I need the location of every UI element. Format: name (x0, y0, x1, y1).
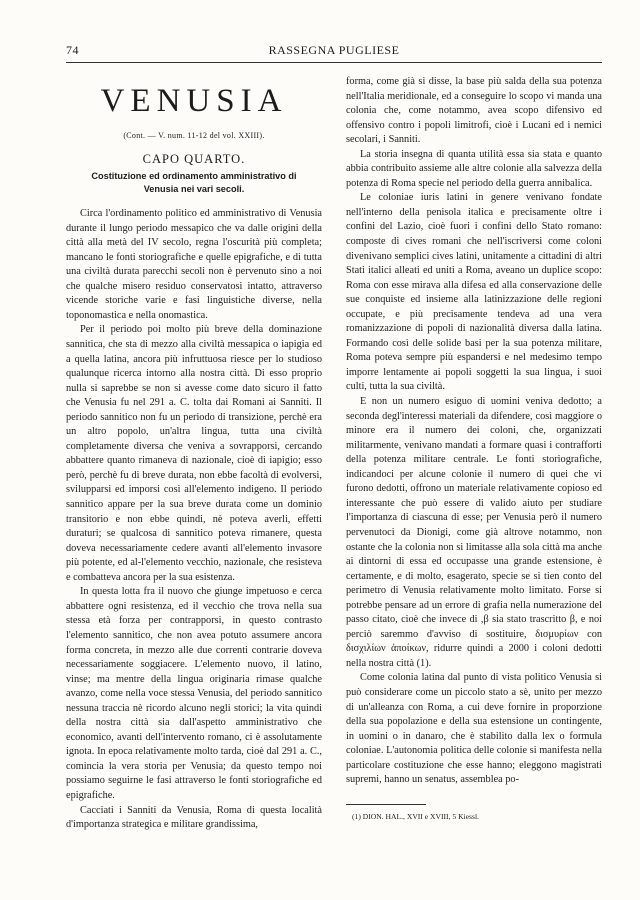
left-column (66, 75, 322, 833)
footnote: (1) DION. HAL., XVII e XVIII, 5 Kiessl. (352, 811, 479, 821)
paragraph: Circa l'ordinamento politico ed amministrativo di Venusia durante il lungo periodo messapico che va dalle origini della città alla metà del IV secolo, regna l'oscurità più completa; mancano le fonti storiografiche e quelle epigrafiche, e di tutta una civiltà durata parecchi secoli non è pervenuto sino a noi che qualche misero residuo conservatosi intatto, attraverso vicende storiche varie e fasi linguistiche diverse, nella toponomastica e nella onomastica. (66, 208, 322, 321)
header-rule (66, 62, 602, 63)
paragraph: Le coloniae iuris latini in genere venivano fondate nell'interno della penisola italica e precisamente oltre i confini del Lazio, cioè fuori i confini dello Stato romano: composte di cives romani che nell'iscriversi come coloni divenivano semplici cives latini, unitamente a cittadini di altri Stati italici alleati ed uniti a Roma, aveano un duplice scopo: Roma con esse mirava alla difesa ed alla conservazione delle sue conquiste ed insieme alla latinizzazione delle regioni occupate, e più precisamente tendeva ad una vera romanizzazione di popoli di nazionalità diversa dalla latina. Formando così delle solide basi per la sua potenza militare, Roma poteva sempre più espandersi e nel medesimo tempo imporre lentamente ai popoli soggetti la sua lingua, i suoi culti, tutta la sua civiltà. (346, 192, 602, 393)
paragraph: forma, come già si disse, la base più salda della sua potenza nell'Italia meridionale, ed a conseguire lo scopo vi manda una colonia che, come notammo, avea scopo difensivo ed offensivo contro i popoli limitrofi, cioè i Lucani ed i nemici secolari, i Sanniti. (346, 76, 602, 146)
running-title: RASSEGNA PUGLIESE (268, 43, 400, 57)
continuation-note: (Cont. — V. num. 11-12 del vol. XXIII). (123, 131, 265, 140)
paragraph: E non un numero esiguo di uomini veniva dedotto; a seconda degl'interessi materiali da difendere, così maggiore o minore era il numero dei coloni, che, organizzati militarmente, venivano mandati a formare quasi i contrafforti della potenza militare centrale. Le fonti storiografiche, indicandoci per alcune colonie il numero di quei che vi furono dedotti, offrono un materiale relativamente copioso ed interessante che può essere di valido aiuto per studiare l'importanza di ciascuna di esse; per Venusia però il numero pervenutoci da Dionigi, come già altrove notammo, non ostante che la colonia non si limitasse alla sola città ma anche ai dintorni di essa ed occupasse una grande estensione, è certamente, e di molto, esagerato, specie se si tien conto del perimetro di Venusia relativamente molto limitato. Forse si potrebbe pensare ad un errore di grafia nella numerazione del passo citato, cioè che invece di ,β sia stato trascritto β, e noi perciò saremmo d'avviso di sostituire, δισμυρίων con δισχιλίων ἀποίκων, ridurre quindi a 2000 i coloni dedotti nella nostra città (1). (346, 396, 602, 669)
paragraph: Cacciati i Sanniti da Venusia, Roma di questa località d'importanza strategica e militare grandissima, (66, 804, 322, 831)
paragraph: Come colonia latina dal punto di vista politico Venusia si può considerare come un piccolo stato a sè, unito per mezzo di un'alleanza con Roma, a cui deve fornire in proporzione della sua popolazione e della sua estensione un contingente, in uomini o in danaro, che è stabilito dalla lex o formula coloniae. L'autonomia politica delle colonie si manifesta nella particolare costituzione che esse hanno; eleggono magistrati supremi, hanno un senatus, assemblea po- (346, 672, 602, 786)
footnote-rule (346, 804, 426, 805)
right-column (346, 75, 602, 822)
page-number: 74 (66, 43, 79, 57)
article-title: VENUSIA (100, 83, 288, 119)
chapter-heading: CAPO QUARTO. (142, 151, 246, 166)
paragraph: La storia insegna di quanta utilità essa sia stata e quanto abbia contribuito assieme alle altre colonie alla salvezza della potenza di Roma specie nel periodo della guerra annibalica. (346, 148, 602, 189)
paragraph: Per il periodo poi molto più breve della dominazione sannitica, che sta di mezzo alla civiltà messapica o iapigia ed a quella latina, ancora più infruttuosa riesce per lo studioso qualunque ricerca intorno alla nostra città. Di esso proprio nulla si saprebbe se non si avesse come dato sicuro il fatto che Venusia fu nel 291 a. C. tolta dai Romani ai Sanniti. Il periodo sannitico non fu un periodo di transizione, perchè era un altro popolo, un'altra lingua, tutta una civiltà completamente diversa che veniva a sovrapporsi, cercando abbattere quanto rimaneva di nazionale, cioè di iapigio; esso però, perchè fu di breve durata, non ebbe facoltà di evolversi, svilupparsi ed imporsi così all'elemento indigeno. Il periodo sannitico appare per la sua breve durata come un dominio transitorio e non ebbe quindi, nè poteva averli, effetti duraturi; se qualcosa di sannitico poteva rimanere, questa doveva necessariamente cedere avanti all'elemento invasore più potente, ed al-l'elemento vecchio, nazionale, che resisteva e combatteva ancora per la sua esistenza. (66, 324, 322, 583)
paragraph: In questa lotta fra il nuovo che giunge impetuoso e cerca abbattere ogni resistenza, ed il vecchio che trova nella sua stessa età forza per contrapporsi, in questo contrasto l'elemento sannitico, che non avea potuto assumere ancora forma concreta, in mezzo alle due correnti contrarie doveva necessariamente soggiacere. L'elemento nuovo, il latino, vinse; ma mentre della lingua originaria rimase qualche avanzo, come nella voce stessa Venusia, del periodo sannitico nessuna traccia nè ricordo alcuno negli storici; la vita quindi della nostra città sia dall'aspetto amministrativo che economico, avanti dell'intervento romano, ci è assolutamente ignota. In epoca relativamente molto tarda, cioè dal 291 a. C., comincia la vera storia per Venusia; da questo tempo noi possiamo seguirne le fasi attraverso le fonti storiografiche ed epigrafiche. (66, 586, 322, 801)
chapter-subtitle: Costituzione ed ordinamento amministrativo di Venusia nei vari secoli. (91, 171, 297, 194)
